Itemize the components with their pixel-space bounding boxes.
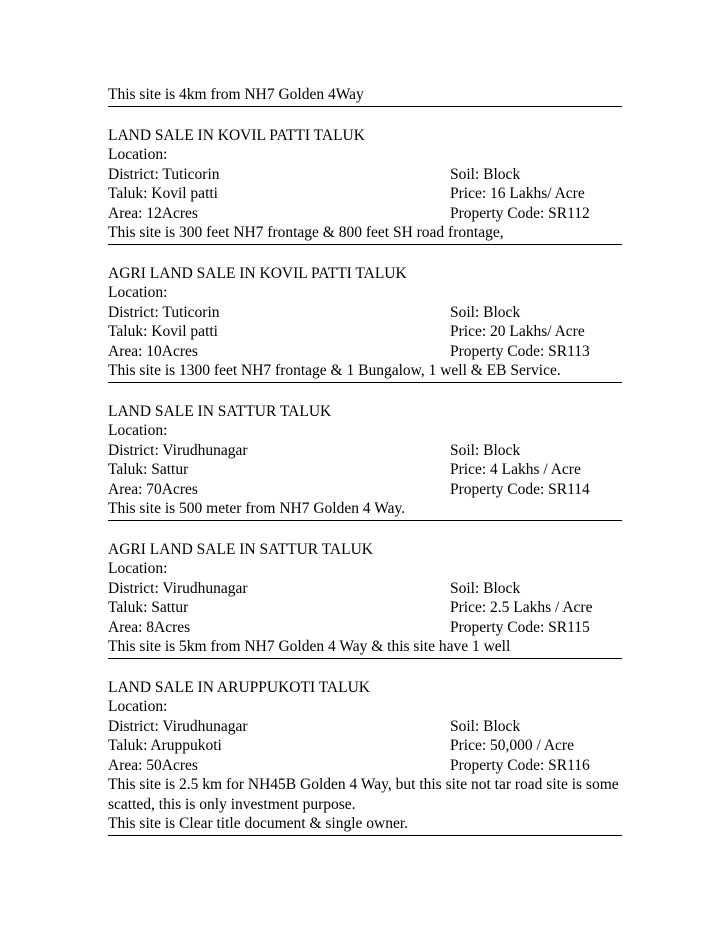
- district-text: District: Virudhunagar: [108, 579, 248, 597]
- listing-description: This site is 1300 feet NH7 frontage & 1 Bungalow, 1 well & EB Service.: [108, 362, 561, 379]
- area-text: Area: 70Acres: [108, 480, 198, 498]
- price-text: Price: 50,000 / Acre: [450, 737, 574, 754]
- taluk-text: Taluk: Aruppukoti: [108, 737, 222, 754]
- area-text: Area: 50Acres: [108, 756, 198, 774]
- district-row: [108, 717, 622, 737]
- property-code-text: Property Code: SR115: [450, 618, 590, 636]
- property-code-text: Property Code: SR114: [450, 480, 590, 498]
- price-text: Price: 16 Lakhs/ Acre: [450, 185, 585, 202]
- price-text: Price: 4 Lakhs / Acre: [450, 461, 581, 478]
- area-text: Area: 8Acres: [108, 618, 191, 636]
- soil-text: Soil: Block: [450, 579, 521, 597]
- listing-title: LAND SALE IN SATTUR TALUK: [108, 402, 332, 420]
- price-text: Price: 20 Lakhs/ Acre: [450, 323, 585, 340]
- district-text: District: Virudhunagar: [108, 441, 248, 459]
- intro-section: [108, 85, 622, 107]
- listing-title: LAND SALE IN ARUPPUKOTI TALUK: [108, 678, 370, 696]
- document-page: [108, 85, 622, 836]
- district-text: District: Virudhunagar: [108, 717, 248, 735]
- listing-sr115: [108, 540, 622, 659]
- location-label: Location:: [108, 422, 168, 439]
- area-row: [108, 342, 622, 362]
- district-text: District: Tuticorin: [108, 303, 220, 321]
- area-text: Area: 10Acres: [108, 342, 198, 360]
- district-row: [108, 579, 622, 599]
- property-code-text: Property Code: SR116: [450, 756, 590, 774]
- taluk-row: [108, 460, 622, 480]
- soil-text: Soil: Block: [450, 441, 521, 459]
- intro-text: This site is 4km from NH7 Golden 4Way: [108, 86, 364, 103]
- district-text: District: Tuticorin: [108, 165, 220, 183]
- area-row: [108, 756, 622, 776]
- price-text: Price: 2.5 Lakhs / Acre: [450, 599, 593, 616]
- listing-description: This site is 500 meter from NH7 Golden 4 Way.: [108, 500, 406, 517]
- area-row: [108, 618, 622, 638]
- taluk-row: [108, 598, 622, 618]
- area-text: Area: 12Acres: [108, 204, 198, 222]
- taluk-row: [108, 736, 622, 756]
- property-code-text: Property Code: SR112: [450, 204, 590, 222]
- listing-description: This site is 300 feet NH7 frontage & 800 feet SH road frontage,: [108, 224, 504, 241]
- location-label: Location:: [108, 146, 168, 163]
- listing-title: LAND SALE IN KOVIL PATTI TALUK: [108, 126, 365, 144]
- location-label: Location:: [108, 560, 168, 577]
- district-row: [108, 303, 622, 323]
- area-row: [108, 204, 622, 224]
- soil-text: Soil: Block: [450, 165, 521, 183]
- taluk-row: [108, 322, 622, 342]
- taluk-text: Taluk: Kovil patti: [108, 323, 218, 340]
- listing-title: AGRI LAND SALE IN SATTUR TALUK: [108, 540, 373, 558]
- listing-sr113: [108, 264, 622, 383]
- location-label: Location:: [108, 698, 168, 715]
- area-row: [108, 480, 622, 500]
- listing-description: This site is 5km from NH7 Golden 4 Way & this site have 1 well: [108, 638, 511, 655]
- taluk-text: Taluk: Sattur: [108, 461, 189, 478]
- listing-sr116: [108, 678, 622, 836]
- listing-description: This site is 2.5 km for NH45B Golden 4 Way, but this site not tar road site is some scatted, this is only investment purpose.: [108, 776, 619, 813]
- location-label: Location:: [108, 284, 168, 301]
- district-row: [108, 441, 622, 461]
- listing-sr114: [108, 402, 622, 521]
- soil-text: Soil: Block: [450, 303, 521, 321]
- taluk-text: Taluk: Kovil patti: [108, 185, 218, 202]
- district-row: [108, 165, 622, 185]
- listing-description-title-note: This site is Clear title document & single owner.: [108, 815, 409, 832]
- listing-title: AGRI LAND SALE IN KOVIL PATTI TALUK: [108, 264, 407, 282]
- taluk-text: Taluk: Sattur: [108, 599, 189, 616]
- listing-sr112: [108, 126, 622, 245]
- property-code-text: Property Code: SR113: [450, 342, 590, 360]
- soil-text: Soil: Block: [450, 717, 521, 735]
- taluk-row: [108, 184, 622, 204]
